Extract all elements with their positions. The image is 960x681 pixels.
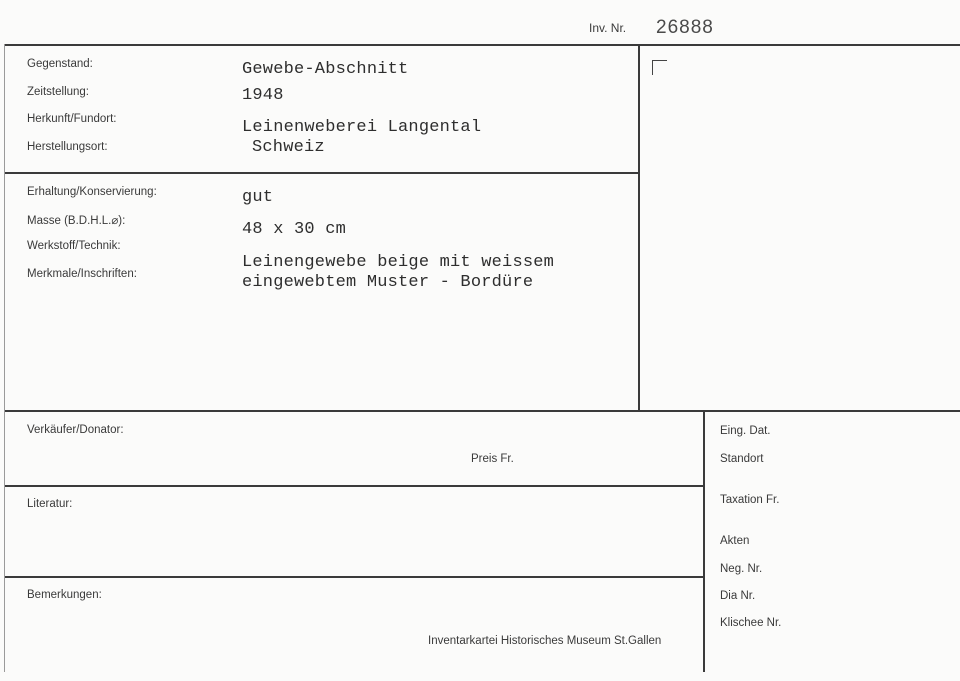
value-werkstoff-line-2: eingewebtem Muster - Bordüre [242, 273, 534, 292]
footer-institution: Inventarkartei Historisches Museum St.Gallen [428, 635, 662, 647]
value-herkunft: Leinenweberei Langental [242, 118, 482, 137]
middle-rule [4, 410, 960, 412]
value-erhaltung: gut [242, 188, 274, 207]
image-box-left-rule [638, 44, 640, 411]
label-akten: Akten [720, 535, 750, 547]
label-eing-dat: Eing. Dat. [720, 425, 771, 437]
inv-nr-value: 26888 [656, 17, 714, 38]
value-zeitstellung: 1948 [242, 86, 284, 105]
label-gegenstand: Gegenstand: [27, 58, 93, 70]
label-standort: Standort [720, 453, 764, 465]
label-herkunft: Herkunft/Fundort: [27, 113, 117, 125]
value-masse: 48 x 30 cm [242, 220, 347, 239]
section-divider-1 [4, 172, 639, 174]
label-masse: Masse (B.D.H.L.⌀): [27, 215, 126, 227]
value-herstellungsort: Schweiz [252, 138, 325, 157]
label-erhaltung: Erhaltung/Konservierung: [27, 186, 157, 198]
inv-nr-label: Inv. Nr. [589, 21, 627, 35]
label-preis: Preis Fr. [471, 453, 514, 465]
label-herstellungsort: Herstellungsort: [27, 141, 108, 153]
label-werkstoff: Werkstoff/Technik: [27, 240, 121, 252]
top-rule [4, 44, 960, 46]
label-dia-nr: Dia Nr. [720, 590, 756, 602]
label-neg-nr: Neg. Nr. [720, 563, 763, 575]
value-werkstoff-line-1: Leinengewebe beige mit weissem [242, 253, 555, 272]
label-klischee-nr: Klischee Nr. [720, 617, 782, 629]
label-verkaeufer: Verkäufer/Donator: [27, 424, 124, 436]
right-column-rule [703, 410, 705, 672]
left-edge-rule [4, 44, 5, 672]
label-bemerkungen: Bemerkungen: [27, 589, 102, 601]
image-corner-mark [652, 60, 667, 75]
label-taxation: Taxation Fr. [720, 494, 780, 506]
value-gegenstand: Gewebe-Abschnitt [242, 60, 409, 79]
label-zeitstellung: Zeitstellung: [27, 86, 90, 98]
label-literatur: Literatur: [27, 498, 73, 510]
label-merkmale: Merkmale/Inschriften: [27, 268, 137, 280]
section-divider-3 [4, 576, 703, 578]
section-divider-2 [4, 485, 703, 487]
